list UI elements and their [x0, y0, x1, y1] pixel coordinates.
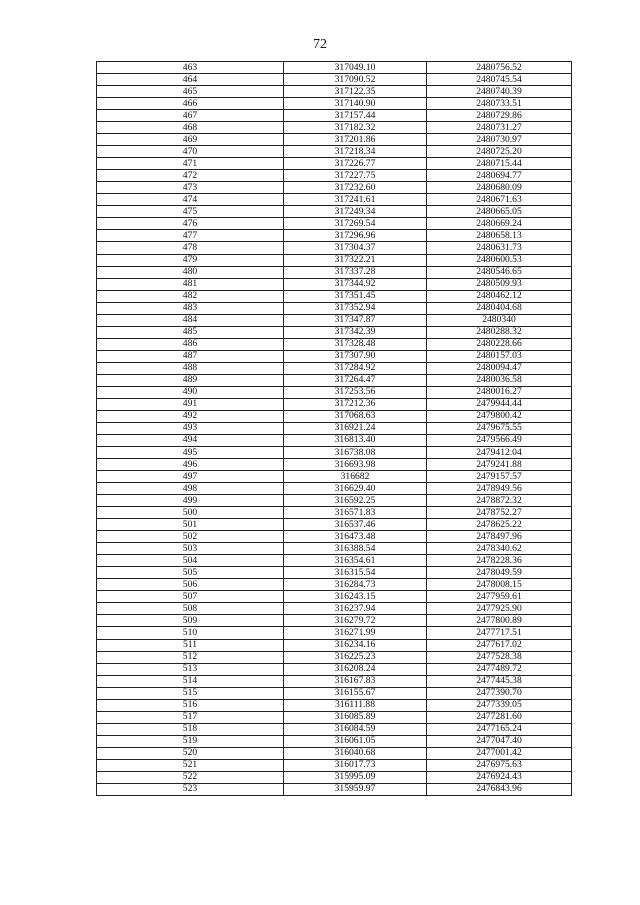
table-row [97, 110, 572, 122]
coordinate-table-body [97, 62, 572, 796]
y-coordinate-cell: 2479412.04 [427, 447, 572, 459]
y-coordinate-cell: 2480756.52 [427, 62, 572, 74]
point-number-cell: 522 [97, 771, 284, 783]
point-number-cell: 501 [97, 519, 284, 531]
x-coordinate-cell: 316693.98 [284, 459, 427, 471]
y-coordinate-cell: 2477717.51 [427, 627, 572, 639]
x-coordinate-cell: 316237.94 [284, 603, 427, 615]
point-number-cell: 496 [97, 459, 284, 471]
point-number-cell: 508 [97, 603, 284, 615]
point-number-cell: 489 [97, 374, 284, 386]
point-number-cell: 467 [97, 110, 284, 122]
y-coordinate-cell: 2480340 [427, 314, 572, 326]
table-row [97, 747, 572, 759]
x-coordinate-cell: 315959.97 [284, 783, 427, 795]
table-row [97, 675, 572, 687]
x-coordinate-cell: 316813.40 [284, 434, 427, 446]
table-row [97, 326, 572, 338]
point-number-cell: 475 [97, 206, 284, 218]
y-coordinate-cell: 2476843.96 [427, 783, 572, 795]
x-coordinate-cell: 317157.44 [284, 110, 427, 122]
x-coordinate-cell: 317068.63 [284, 410, 427, 422]
table-row [97, 603, 572, 615]
table-row [97, 338, 572, 350]
y-coordinate-cell: 2478752.27 [427, 507, 572, 519]
x-coordinate-cell: 316473.48 [284, 531, 427, 543]
y-coordinate-cell: 2480228.66 [427, 338, 572, 350]
x-coordinate-cell: 316208.24 [284, 663, 427, 675]
y-coordinate-cell: 2477800.89 [427, 615, 572, 627]
point-number-cell: 474 [97, 194, 284, 206]
point-number-cell: 477 [97, 230, 284, 242]
y-coordinate-cell: 2478228.36 [427, 555, 572, 567]
table-row [97, 507, 572, 519]
point-number-cell: 470 [97, 146, 284, 158]
point-number-cell: 492 [97, 410, 284, 422]
y-coordinate-cell: 2480546.65 [427, 266, 572, 278]
table-row [97, 459, 572, 471]
point-number-cell: 498 [97, 483, 284, 495]
y-coordinate-cell: 2480600.53 [427, 254, 572, 266]
table-row [97, 687, 572, 699]
point-number-cell: 503 [97, 543, 284, 555]
x-coordinate-cell: 317140.90 [284, 98, 427, 110]
y-coordinate-cell: 2479675.55 [427, 422, 572, 434]
coordinate-table [96, 61, 572, 796]
point-number-cell: 480 [97, 266, 284, 278]
table-row [97, 230, 572, 242]
x-coordinate-cell: 316571.83 [284, 507, 427, 519]
y-coordinate-cell: 2477528.38 [427, 651, 572, 663]
point-number-cell: 466 [97, 98, 284, 110]
x-coordinate-cell: 316629.40 [284, 483, 427, 495]
point-number-cell: 493 [97, 422, 284, 434]
y-coordinate-cell: 2480731.27 [427, 122, 572, 134]
table-row [97, 735, 572, 747]
x-coordinate-cell: 317249.34 [284, 206, 427, 218]
x-coordinate-cell: 316040.68 [284, 747, 427, 759]
y-coordinate-cell: 2480016.27 [427, 386, 572, 398]
table-row [97, 350, 572, 362]
x-coordinate-cell: 316084.59 [284, 723, 427, 735]
table-row [97, 206, 572, 218]
table-row [97, 591, 572, 603]
table-row [97, 410, 572, 422]
table-row [97, 723, 572, 735]
x-coordinate-cell: 317347.87 [284, 314, 427, 326]
table-row [97, 254, 572, 266]
y-coordinate-cell: 2478340.62 [427, 543, 572, 555]
table-row [97, 639, 572, 651]
y-coordinate-cell: 2479566.49 [427, 434, 572, 446]
point-number-cell: 500 [97, 507, 284, 519]
point-number-cell: 494 [97, 434, 284, 446]
table-row [97, 483, 572, 495]
x-coordinate-cell: 316388.54 [284, 543, 427, 555]
y-coordinate-cell: 2478872.32 [427, 495, 572, 507]
y-coordinate-cell: 2478497.96 [427, 531, 572, 543]
point-number-cell: 483 [97, 302, 284, 314]
y-coordinate-cell: 2480729.86 [427, 110, 572, 122]
x-coordinate-cell: 316682 [284, 471, 427, 483]
x-coordinate-cell: 316738.08 [284, 447, 427, 459]
y-coordinate-cell: 2479241.88 [427, 459, 572, 471]
y-coordinate-cell: 2476924.43 [427, 771, 572, 783]
x-coordinate-cell: 317232.60 [284, 182, 427, 194]
table-row [97, 651, 572, 663]
table-row [97, 146, 572, 158]
x-coordinate-cell: 316921.24 [284, 422, 427, 434]
table-row [97, 422, 572, 434]
table-row [97, 158, 572, 170]
y-coordinate-cell: 2477047.40 [427, 735, 572, 747]
y-coordinate-cell: 2477489.72 [427, 663, 572, 675]
x-coordinate-cell: 316225.23 [284, 651, 427, 663]
y-coordinate-cell: 2479157.57 [427, 471, 572, 483]
y-coordinate-cell: 2479944.44 [427, 398, 572, 410]
y-coordinate-cell: 2480725.20 [427, 146, 572, 158]
point-number-cell: 488 [97, 362, 284, 374]
y-coordinate-cell: 2480036.58 [427, 374, 572, 386]
x-coordinate-cell: 317269.54 [284, 218, 427, 230]
x-coordinate-cell: 316085.89 [284, 711, 427, 723]
point-number-cell: 506 [97, 579, 284, 591]
table-row [97, 302, 572, 314]
point-number-cell: 463 [97, 62, 284, 74]
point-number-cell: 509 [97, 615, 284, 627]
y-coordinate-cell: 2480631.73 [427, 242, 572, 254]
point-number-cell: 481 [97, 278, 284, 290]
table-row [97, 122, 572, 134]
y-coordinate-cell: 2480509.93 [427, 278, 572, 290]
y-coordinate-cell: 2480658.13 [427, 230, 572, 242]
x-coordinate-cell: 317352.94 [284, 302, 427, 314]
point-number-cell: 517 [97, 711, 284, 723]
table-row [97, 615, 572, 627]
x-coordinate-cell: 316284.73 [284, 579, 427, 591]
table-row [97, 278, 572, 290]
table-row [97, 531, 572, 543]
x-coordinate-cell: 317227.75 [284, 170, 427, 182]
point-number-cell: 468 [97, 122, 284, 134]
point-number-cell: 502 [97, 531, 284, 543]
table-row [97, 543, 572, 555]
table-row [97, 579, 572, 591]
point-number-cell: 519 [97, 735, 284, 747]
x-coordinate-cell: 317182.32 [284, 122, 427, 134]
x-coordinate-cell: 317264.47 [284, 374, 427, 386]
y-coordinate-cell: 2478049.59 [427, 567, 572, 579]
y-coordinate-cell: 2480733.51 [427, 98, 572, 110]
point-number-cell: 479 [97, 254, 284, 266]
table-row [97, 242, 572, 254]
table-row [97, 699, 572, 711]
y-coordinate-cell: 2480462.12 [427, 290, 572, 302]
x-coordinate-cell: 317322.21 [284, 254, 427, 266]
table-row [97, 495, 572, 507]
y-coordinate-cell: 2480694.77 [427, 170, 572, 182]
y-coordinate-cell: 2477959.61 [427, 591, 572, 603]
table-row [97, 98, 572, 110]
table-row [97, 194, 572, 206]
point-number-cell: 499 [97, 495, 284, 507]
table-row [97, 266, 572, 278]
y-coordinate-cell: 2480680.09 [427, 182, 572, 194]
point-number-cell: 472 [97, 170, 284, 182]
y-coordinate-cell: 2477617.02 [427, 639, 572, 651]
point-number-cell: 482 [97, 290, 284, 302]
y-coordinate-cell: 2478949.56 [427, 483, 572, 495]
point-number-cell: 495 [97, 447, 284, 459]
y-coordinate-cell: 2478625.22 [427, 519, 572, 531]
y-coordinate-cell: 2477925.90 [427, 603, 572, 615]
x-coordinate-cell: 317284.92 [284, 362, 427, 374]
point-number-cell: 521 [97, 759, 284, 771]
table-row [97, 170, 572, 182]
table-row [97, 771, 572, 783]
x-coordinate-cell: 316537.46 [284, 519, 427, 531]
y-coordinate-cell: 2480740.39 [427, 86, 572, 98]
x-coordinate-cell: 317212.36 [284, 398, 427, 410]
table-row [97, 362, 572, 374]
x-coordinate-cell: 316354.61 [284, 555, 427, 567]
x-coordinate-cell: 317296.96 [284, 230, 427, 242]
table-row [97, 86, 572, 98]
x-coordinate-cell: 315995.09 [284, 771, 427, 783]
x-coordinate-cell: 317049.10 [284, 62, 427, 74]
point-number-cell: 465 [97, 86, 284, 98]
x-coordinate-cell: 317122.35 [284, 86, 427, 98]
point-number-cell: 514 [97, 675, 284, 687]
y-coordinate-cell: 2480715.44 [427, 158, 572, 170]
point-number-cell: 518 [97, 723, 284, 735]
point-number-cell: 478 [97, 242, 284, 254]
point-number-cell: 491 [97, 398, 284, 410]
x-coordinate-cell: 317307.90 [284, 350, 427, 362]
x-coordinate-cell: 317241.61 [284, 194, 427, 206]
table-row [97, 711, 572, 723]
x-coordinate-cell: 317337.28 [284, 266, 427, 278]
point-number-cell: 487 [97, 350, 284, 362]
table-row [97, 627, 572, 639]
x-coordinate-cell: 317328.48 [284, 338, 427, 350]
x-coordinate-cell: 316243.15 [284, 591, 427, 603]
x-coordinate-cell: 317201.86 [284, 134, 427, 146]
point-number-cell: 469 [97, 134, 284, 146]
x-coordinate-cell: 317218.34 [284, 146, 427, 158]
point-number-cell: 516 [97, 699, 284, 711]
table-row [97, 386, 572, 398]
point-number-cell: 510 [97, 627, 284, 639]
point-number-cell: 507 [97, 591, 284, 603]
point-number-cell: 504 [97, 555, 284, 567]
x-coordinate-cell: 316271.99 [284, 627, 427, 639]
x-coordinate-cell: 317090.52 [284, 74, 427, 86]
y-coordinate-cell: 2478008.15 [427, 579, 572, 591]
table-row [97, 567, 572, 579]
y-coordinate-cell: 2477339.05 [427, 699, 572, 711]
x-coordinate-cell: 317253.56 [284, 386, 427, 398]
point-number-cell: 515 [97, 687, 284, 699]
y-coordinate-cell: 2480730.97 [427, 134, 572, 146]
table-row [97, 290, 572, 302]
x-coordinate-cell: 316155.67 [284, 687, 427, 699]
table-row [97, 182, 572, 194]
y-coordinate-cell: 2479800.42 [427, 410, 572, 422]
y-coordinate-cell: 2476975.63 [427, 759, 572, 771]
table-row [97, 314, 572, 326]
y-coordinate-cell: 2480671.63 [427, 194, 572, 206]
y-coordinate-cell: 2477001.42 [427, 747, 572, 759]
y-coordinate-cell: 2480157.03 [427, 350, 572, 362]
y-coordinate-cell: 2480669.24 [427, 218, 572, 230]
y-coordinate-cell: 2480094.47 [427, 362, 572, 374]
table-row [97, 783, 572, 795]
point-number-cell: 505 [97, 567, 284, 579]
x-coordinate-cell: 316061.05 [284, 735, 427, 747]
point-number-cell: 473 [97, 182, 284, 194]
y-coordinate-cell: 2480288.32 [427, 326, 572, 338]
page-number: 72 [313, 37, 327, 52]
point-number-cell: 497 [97, 471, 284, 483]
table-row [97, 759, 572, 771]
x-coordinate-cell: 317344.92 [284, 278, 427, 290]
point-number-cell: 485 [97, 326, 284, 338]
x-coordinate-cell: 317342.39 [284, 326, 427, 338]
table-row [97, 74, 572, 86]
point-number-cell: 464 [97, 74, 284, 86]
x-coordinate-cell: 316167.83 [284, 675, 427, 687]
x-coordinate-cell: 316279.72 [284, 615, 427, 627]
table-row [97, 447, 572, 459]
point-number-cell: 523 [97, 783, 284, 795]
x-coordinate-cell: 317304.37 [284, 242, 427, 254]
table-row [97, 134, 572, 146]
point-number-cell: 520 [97, 747, 284, 759]
y-coordinate-cell: 2480665.05 [427, 206, 572, 218]
y-coordinate-cell: 2477445.38 [427, 675, 572, 687]
table-row [97, 519, 572, 531]
y-coordinate-cell: 2480745.54 [427, 74, 572, 86]
x-coordinate-cell: 316111.88 [284, 699, 427, 711]
point-number-cell: 511 [97, 639, 284, 651]
table-row [97, 62, 572, 74]
x-coordinate-cell: 317351.45 [284, 290, 427, 302]
point-number-cell: 476 [97, 218, 284, 230]
y-coordinate-cell: 2477165.24 [427, 723, 572, 735]
point-number-cell: 513 [97, 663, 284, 675]
y-coordinate-cell: 2477390.70 [427, 687, 572, 699]
y-coordinate-cell: 2480404.68 [427, 302, 572, 314]
point-number-cell: 486 [97, 338, 284, 350]
table-row [97, 374, 572, 386]
x-coordinate-cell: 316234.16 [284, 639, 427, 651]
table-row [97, 471, 572, 483]
x-coordinate-cell: 316315.54 [284, 567, 427, 579]
x-coordinate-cell: 316592.25 [284, 495, 427, 507]
table-row [97, 663, 572, 675]
table-row [97, 218, 572, 230]
table-row [97, 398, 572, 410]
point-number-cell: 490 [97, 386, 284, 398]
table-row [97, 555, 572, 567]
table-row [97, 434, 572, 446]
point-number-cell: 484 [97, 314, 284, 326]
point-number-cell: 512 [97, 651, 284, 663]
x-coordinate-cell: 316017.73 [284, 759, 427, 771]
y-coordinate-cell: 2477281.60 [427, 711, 572, 723]
x-coordinate-cell: 317226.77 [284, 158, 427, 170]
point-number-cell: 471 [97, 158, 284, 170]
